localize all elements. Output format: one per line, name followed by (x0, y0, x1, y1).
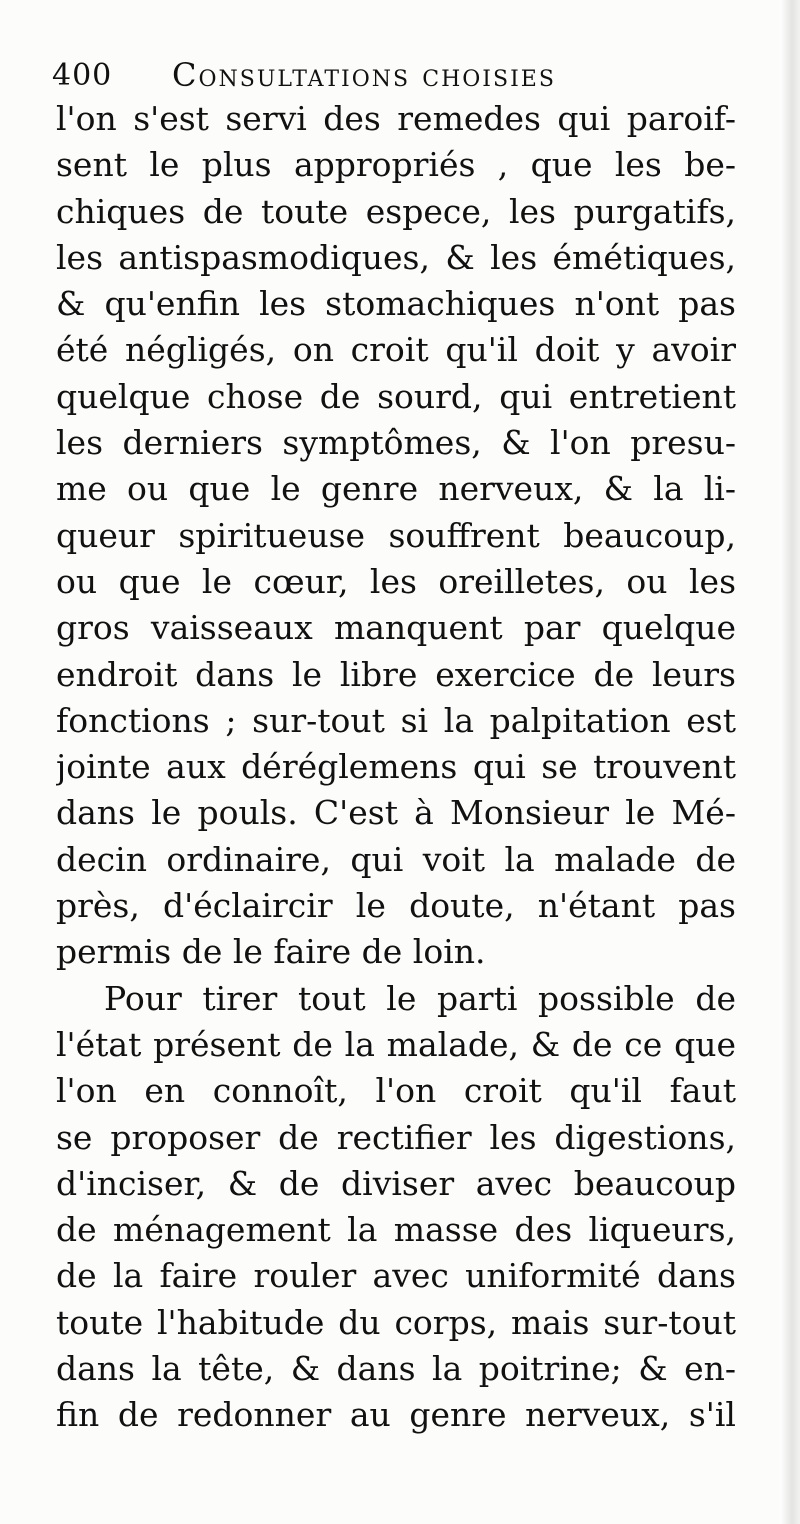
text-line: endroit dans le libre exercice de leurs (56, 654, 736, 694)
text-line: gros vaisseaux manquent par quelque (56, 608, 736, 648)
text-line: les antispasmodiques, & les émétiques, (56, 237, 736, 277)
text-line: ou que le cœur, les oreilletes, ou les (56, 561, 736, 601)
text-line: l'état présent de la malade, & de ce que (56, 1024, 736, 1064)
text-line: jointe aux déréglemens qui se trouvent (56, 747, 736, 787)
text-line: dans le pouls. C'est à Monsieur le Mé- (56, 793, 736, 833)
text-line: sent le plus appropriés , que les be- (56, 145, 736, 185)
text-line: fonctions ; sur-tout si la palpitation est (56, 700, 736, 740)
page-edge (780, 0, 800, 1524)
text-line: & qu'enfin les stomachiques n'ont pas (56, 284, 736, 324)
text-line: l'on s'est servi des remedes qui paroif- (56, 99, 736, 138)
text-line: queur spiritueuse souffrent beaucoup, (56, 515, 736, 555)
paragraph-end-line: permis de le faire de loin. (56, 932, 486, 972)
page-number: 400 (52, 58, 113, 93)
text-line: se proposer de rectifier les digestions, (56, 1117, 736, 1157)
text-line: d'inciser, & de diviser avec beaucoup (56, 1163, 736, 1203)
text-line: quelque chose de sourd, qui entretient (56, 376, 736, 416)
text-line: été négligés, on croit qu'il doit y avoir (56, 330, 736, 370)
text-line: de ménagement la masse des liqueurs, (56, 1210, 736, 1250)
text-line: les derniers symptômes, & l'on presu- (56, 423, 736, 463)
text-line: l'on en connoît, l'on croit qu'il faut (56, 1071, 736, 1111)
text-line: près, d'éclaircir le doute, n'étant pas (56, 886, 736, 926)
text-line: decin ordinaire, qui voit la malade de (56, 839, 736, 879)
text-line: fin de redonner au genre nerveux, s'il (56, 1395, 736, 1435)
running-head: Consultations choisies (172, 56, 556, 94)
body-text (56, 96, 736, 1439)
text-line: de la faire rouler avec uniformité dans (56, 1256, 736, 1296)
paragraph-start-line: Pour tirer tout le parti possible de (104, 978, 736, 1018)
text-line: toute l'habitude du corps, mais sur-tout (56, 1302, 736, 1342)
text-line: me ou que le genre nerveux, & la li- (56, 469, 736, 509)
text-line: dans la tête, & dans la poitrine; & en- (56, 1349, 736, 1389)
page-header (52, 52, 752, 96)
text-line: chiques de toute espece, les purgatifs, (56, 191, 736, 231)
